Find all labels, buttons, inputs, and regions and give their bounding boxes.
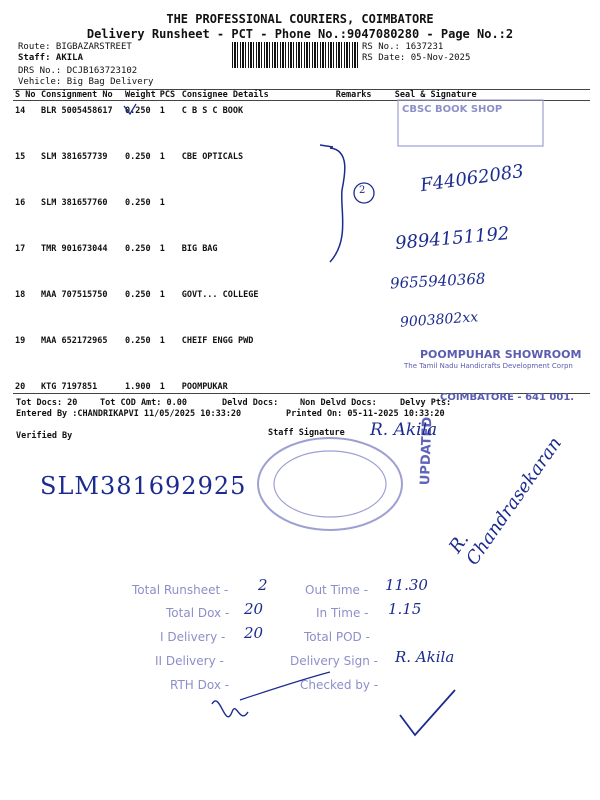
col-consignment: Consignment No [39, 90, 123, 101]
cell-weight: 0.250 [125, 336, 151, 346]
drs-number: DRS No.: DCJB163723102 [18, 66, 138, 76]
poompuhar-stamp-city: COIMBATORE - 641 001. [440, 392, 575, 403]
col-sno: S No [13, 90, 39, 101]
summary-right-label-3: Total POD - [304, 630, 370, 644]
bracket-tick [320, 145, 333, 147]
cell-consignee: POOMPUKAR [181, 382, 228, 392]
cell-weight: 0.250 [125, 244, 151, 254]
cell-consignee: C B S C BOOK [181, 106, 244, 116]
cell-sno: 18 [15, 290, 26, 300]
staff: Staff: AKILA [18, 53, 84, 63]
rs-number: RS No.: 1637231 [362, 42, 444, 52]
col-remarks: Remarks [334, 90, 393, 101]
cell-consignee: CHEIF ENGG PWD [181, 336, 254, 346]
row19-signature: 9003802xx [399, 309, 479, 331]
cell-consignee: CBE OPTICALS [181, 152, 244, 162]
cell-pcs: 1 [159, 336, 165, 346]
row16-signature: F44062083 [419, 160, 526, 197]
staff-signature: Staff Signature [268, 428, 345, 438]
printed-on: Printed On: 05-11-2025 10:33:20 [286, 409, 445, 419]
signature-scribble [212, 701, 248, 717]
col-consignee: Consignee Details [180, 90, 334, 101]
cell-consignment: MAA 652172965 [41, 336, 108, 346]
cell-weight: 0.250 [125, 198, 151, 208]
cell-sno: 15 [15, 152, 26, 162]
remark-number: 2 [359, 185, 366, 196]
row18-signature: 9655940368 [389, 269, 486, 293]
rs-date: RS Date: 05-Nov-2025 [362, 53, 471, 63]
summary-right-value-1: 11.30 [385, 576, 428, 594]
cell-consignee: BIG BAG [181, 244, 218, 254]
summary-value-3: 20 [244, 624, 264, 642]
cell-consignment: SLM 381657739 [41, 152, 108, 162]
delvd-docs: Delvd Docs: [222, 398, 279, 408]
delvy-pts: Delvy Pts: [400, 398, 452, 408]
summary-label-1: Total Runsheet - [132, 583, 229, 597]
cell-weight: 0.250 [125, 106, 151, 116]
entered-by: Entered By :CHANDRIKAPVI 11/05/2025 10:33:20 [16, 409, 242, 419]
cell-consignment: KTG 7197851 [41, 382, 98, 392]
summary-label-4: II Delivery - [155, 654, 224, 668]
vehicle: Vehicle: Big Bag Delivery [18, 77, 154, 87]
cell-sno: 16 [15, 198, 26, 208]
summary-right-label-2: In Time - [316, 606, 369, 620]
tot-docs: Tot Docs: 20 [16, 398, 78, 408]
verified-by: Verified By [16, 431, 73, 441]
cell-pcs: 1 [159, 244, 165, 254]
company-name: THE PROFESSIONAL COURIERS, COIMBATORE [166, 12, 434, 26]
chandra-signature: R. Chandrasekaran [445, 433, 567, 570]
cell-pcs: 1 [159, 106, 165, 116]
round-stamp-outer [258, 438, 402, 530]
runsheet-title: Delivery Runsheet - PCT - Phone No.:9047080280 - Page No.:2 [86, 27, 514, 41]
summary-right-label-5: Checked by - [300, 678, 379, 692]
cell-weight: 0.250 [125, 152, 151, 162]
cell-consignment: MAA 707515750 [41, 290, 108, 300]
poompuhar-stamp-title: POOMPUHAR SHOWROOM [420, 348, 582, 361]
col-pcs: PCS [158, 90, 180, 101]
cell-sno: 14 [15, 106, 26, 116]
cell-pcs: 1 [159, 198, 165, 208]
summary-value-1: 2 [258, 576, 268, 594]
cell-sno: 20 [15, 382, 26, 392]
summary-label-3: I Delivery - [160, 630, 226, 644]
summary-right-value-4: R. Akila [395, 648, 455, 666]
poompuhar-stamp-sub: The Tamil Nadu Handicrafts Development Corpn [404, 362, 573, 370]
slm-number: SLM381692925 [40, 472, 247, 500]
col-weight: Weight [125, 90, 156, 100]
cell-pcs: 1 [159, 382, 165, 392]
summary-right-label-1: Out Time - [305, 583, 369, 597]
summary-value-2: 20 [244, 600, 264, 618]
cell-weight: 1.900 [125, 382, 151, 392]
cell-consignment: TMR 901673044 [41, 244, 108, 254]
summary-right-label-4: Delivery Sign - [290, 654, 378, 668]
cbsc-stamp: CBSC BOOK SHOP [402, 104, 503, 115]
tot-cod-amt: Tot COD Amt: 0.00 [100, 398, 187, 408]
cell-pcs: 1 [159, 152, 165, 162]
col-seal-signature: Seal & Signature [393, 90, 590, 101]
non-delvd-docs: Non Delvd Docs: [300, 398, 377, 408]
cell-weight: 0.250 [125, 290, 151, 300]
updated-stamp: UPDATED [418, 416, 436, 486]
cell-pcs: 1 [159, 290, 165, 300]
tick-mark [400, 690, 455, 735]
akila-signature: R. Akila [370, 420, 438, 440]
summary-label-5: RTH Dox - [170, 678, 230, 692]
summary-right-value-2: 1.15 [388, 600, 422, 618]
row17-signature: 9894151192 [394, 223, 511, 254]
round-stamp-inner [274, 451, 386, 517]
remarks-bracket [330, 148, 345, 262]
summary-label-2: Total Dox - [166, 606, 230, 620]
cell-consignee: GOVT... COLLEGE [181, 290, 259, 300]
cell-sno: 17 [15, 244, 26, 254]
check-mark [124, 104, 136, 114]
route: Route: BIGBAZARSTREET [18, 42, 132, 52]
cell-consignment: SLM 381657760 [41, 198, 108, 208]
cell-sno: 19 [15, 336, 26, 346]
cell-consignment: BLR 5005458617 [41, 106, 113, 116]
